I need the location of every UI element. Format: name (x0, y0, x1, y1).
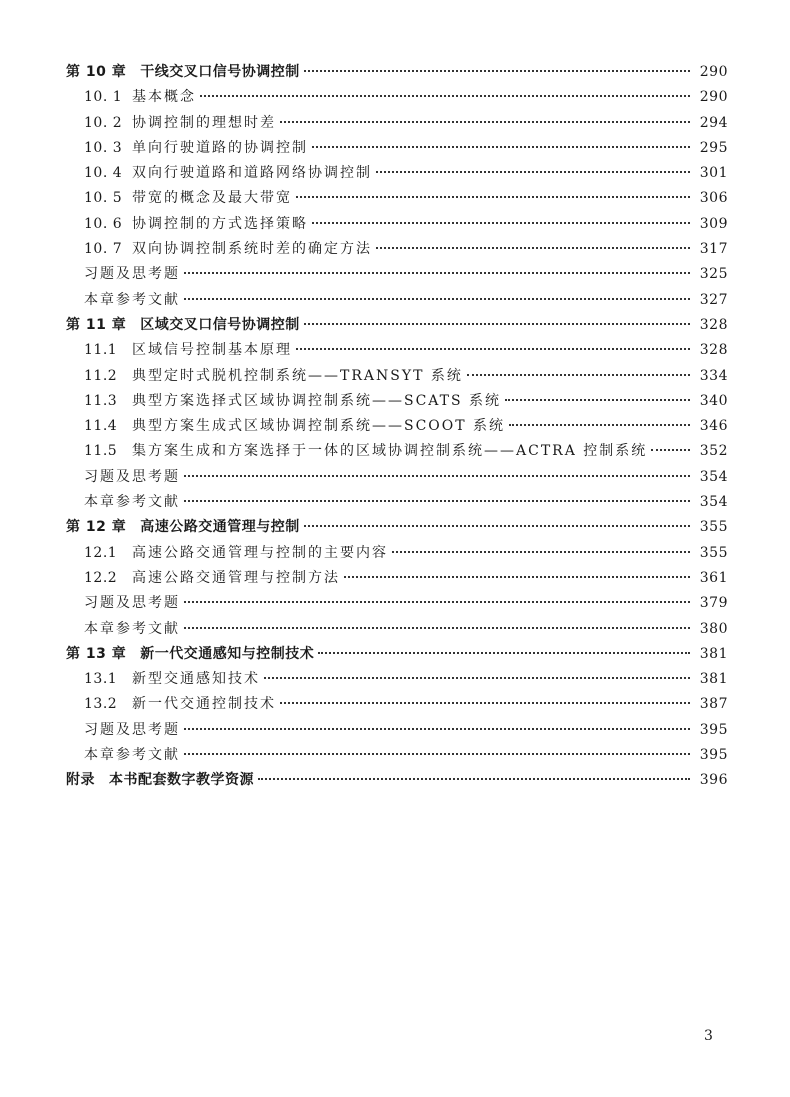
toc-entry-number: 11.5 (84, 443, 118, 460)
dot-leader (184, 600, 690, 603)
dot-leader (258, 777, 690, 780)
toc-section-entry[interactable] (66, 566, 728, 591)
toc-chapter-entry[interactable] (66, 515, 728, 540)
toc-sub-entry[interactable] (66, 718, 728, 743)
toc-entry-number: 11.1 (84, 342, 118, 359)
dot-leader (184, 626, 690, 629)
toc-entry-title: 本章参考文献 (84, 494, 180, 511)
toc-entry-title: 本章参考文献 (84, 747, 180, 764)
toc-entry-title: 单向行驶道路的协调控制 (132, 139, 308, 156)
toc-entry-page: 395 (699, 747, 728, 764)
dot-leader (184, 499, 690, 502)
dot-leader (376, 246, 690, 249)
toc-sub-entry[interactable] (66, 617, 728, 642)
toc-chapter-entry[interactable] (66, 768, 728, 793)
toc-entry-page: 346 (699, 418, 728, 435)
toc-section-entry[interactable] (66, 212, 728, 237)
dot-leader (304, 69, 690, 72)
toc-entry-page: 294 (699, 114, 728, 131)
dot-leader (312, 145, 690, 148)
toc-entry-number: 12.1 (84, 544, 118, 561)
toc-section-entry[interactable] (66, 692, 728, 717)
dot-leader (312, 221, 690, 224)
toc-entry-number: 10. 5 (84, 190, 123, 207)
toc-entry-number: 第 11 章 (66, 316, 127, 333)
toc-entry-page: 309 (699, 215, 728, 232)
dot-leader (184, 474, 690, 477)
toc-entry-number: 11.3 (84, 392, 118, 409)
toc-section-entry[interactable] (66, 667, 728, 692)
toc-entry-number: 10. 3 (84, 139, 123, 156)
toc-entry-number: 11.2 (84, 367, 118, 384)
dot-leader (318, 651, 690, 654)
toc-entry-number: 10. 1 (84, 89, 123, 106)
toc-entry-title: 带宽的概念及最大带宽 (132, 190, 292, 207)
toc-entry-title: 典型定时式脱机控制系统——TRANSYT 系统 (132, 367, 463, 384)
toc-entry-number: 10. 6 (84, 215, 123, 232)
toc-entry-title: 新一代交通感知与控制技术 (140, 645, 315, 662)
toc-entry-page: 381 (699, 645, 728, 662)
toc-entry-title: 本章参考文献 (84, 620, 180, 637)
toc-entry-number: 10. 2 (84, 114, 123, 131)
toc-entry-number: 第 10 章 (66, 64, 127, 80)
toc-entry-page: 317 (699, 241, 728, 258)
toc-entry-number: 第 13 章 (66, 645, 127, 662)
toc-entry-page: 354 (699, 494, 728, 511)
dot-leader (505, 398, 690, 401)
toc-entry-number: 11.4 (84, 418, 118, 435)
dot-leader (280, 701, 690, 704)
toc-entry-title: 高速公路交通管理与控制方法 (132, 569, 340, 586)
toc-sub-entry[interactable] (66, 591, 728, 616)
toc-entry-title: 本书配套数字教学资源 (109, 772, 254, 789)
toc-entry-title: 协调控制的理想时差 (132, 114, 276, 131)
dot-leader (392, 550, 690, 553)
dot-leader (376, 170, 690, 173)
toc-entry-page: 395 (699, 721, 728, 738)
toc-entry-title: 协调控制的方式选择策略 (132, 215, 308, 232)
toc-entry-title: 高速公路交通管理与控制 (140, 519, 300, 536)
toc-entry-page: 295 (699, 139, 728, 156)
toc-entry-page: 328 (699, 342, 728, 359)
dot-leader (200, 94, 690, 97)
dot-leader (184, 752, 690, 755)
toc-sub-entry[interactable] (66, 490, 728, 515)
toc-entry-title: 双向协调控制系统时差的确定方法 (132, 241, 372, 258)
page-number: 3 (704, 1028, 713, 1044)
toc-entry-title: 基本概念 (132, 89, 196, 106)
toc-section-entry[interactable] (66, 541, 728, 566)
toc-entry-page: 354 (699, 468, 728, 485)
toc-entry-title: 习题及思考题 (84, 721, 180, 738)
toc-entry-title: 本章参考文献 (84, 291, 180, 308)
toc-entry-title: 典型方案选择式区域协调控制系统——SCATS 系统 (132, 392, 502, 409)
toc-entry-page: 328 (699, 316, 728, 333)
toc-entry-title: 习题及思考题 (84, 595, 180, 612)
toc-entry-number: 10. 7 (84, 241, 123, 258)
dot-leader (509, 423, 690, 426)
toc-entry-page: 380 (699, 620, 728, 637)
toc-entry-number: 13.1 (84, 671, 118, 688)
toc-entry-title: 双向行驶道路和道路网络协调控制 (132, 165, 372, 182)
toc-entry-title: 区域信号控制基本原理 (132, 342, 292, 359)
toc-entry-page: 301 (699, 165, 728, 182)
toc-entry-page: 334 (699, 367, 728, 384)
toc-entry-page: 387 (699, 696, 728, 713)
toc-section-entry[interactable] (66, 186, 728, 211)
toc-section-entry[interactable] (66, 136, 728, 161)
dot-leader (651, 448, 690, 451)
toc-entry-title: 典型方案生成式区域协调控制系统——SCOOT 系统 (132, 418, 506, 435)
toc-chapter-entry[interactable] (66, 642, 728, 667)
toc-section-entry[interactable] (66, 389, 728, 414)
toc-section-entry[interactable] (66, 111, 728, 136)
toc-chapter-entry[interactable] (66, 60, 728, 85)
dot-leader (296, 347, 690, 350)
toc-entry-page: 327 (699, 291, 728, 308)
toc-entry-page: 340 (699, 392, 728, 409)
toc-entry-page: 290 (699, 64, 728, 80)
toc-sub-entry[interactable] (66, 465, 728, 490)
toc-section-entry[interactable] (66, 338, 728, 363)
toc-entry-title: 新一代交通控制技术 (132, 696, 276, 713)
toc-chapter-entry[interactable] (66, 313, 728, 338)
toc-entry-title: 区域交叉口信号协调控制 (140, 316, 300, 333)
toc-section-entry[interactable] (66, 364, 728, 389)
toc-entry-page: 290 (699, 89, 728, 106)
toc-entry-page: 352 (699, 443, 728, 460)
toc-section-entry[interactable] (66, 237, 728, 262)
toc-section-entry[interactable] (66, 414, 728, 439)
dot-leader (184, 297, 690, 300)
toc-entry-page: 355 (699, 519, 728, 536)
toc-entry-page: 396 (699, 772, 728, 789)
dot-leader (280, 120, 690, 123)
toc-entry-page: 381 (699, 671, 728, 688)
toc-section-entry[interactable] (66, 439, 728, 464)
dot-leader (344, 575, 690, 578)
dot-leader (184, 727, 690, 730)
toc-entry-number: 10. 4 (84, 165, 123, 182)
toc-entry-title: 高速公路交通管理与控制的主要内容 (132, 544, 388, 561)
toc-entry-page: 361 (699, 569, 728, 586)
toc-entry-number: 12.2 (84, 569, 118, 586)
toc-entry-title: 集方案生成和方案选择于一体的区域协调控制系统——ACTRA 控制系统 (132, 443, 648, 460)
toc-entry-page: 325 (699, 266, 728, 283)
dot-leader (264, 676, 690, 679)
toc-entry-page: 306 (699, 190, 728, 207)
toc-entry-number: 第 12 章 (66, 519, 127, 536)
toc-sub-entry[interactable] (66, 743, 728, 768)
toc-entry-number: 13.2 (84, 696, 118, 713)
toc-sub-entry[interactable] (66, 288, 728, 313)
toc-entry-page: 379 (699, 595, 728, 612)
dot-leader (304, 524, 690, 527)
toc-entry-page: 355 (699, 544, 728, 561)
dot-leader (184, 271, 690, 274)
dot-leader (304, 322, 690, 325)
toc-sub-entry[interactable] (66, 262, 728, 287)
dot-leader (296, 195, 690, 198)
dot-leader (467, 373, 690, 376)
toc-entry-title: 习题及思考题 (84, 468, 180, 485)
toc-entry-title: 干线交叉口信号协调控制 (140, 64, 300, 80)
toc-entry-title: 习题及思考题 (84, 266, 180, 283)
toc-entry-title: 新型交通感知技术 (132, 671, 260, 688)
toc-entry-number: 附录 (66, 772, 95, 789)
table-of-contents (66, 60, 728, 794)
toc-section-entry[interactable] (66, 85, 728, 110)
toc-section-entry[interactable] (66, 161, 728, 186)
